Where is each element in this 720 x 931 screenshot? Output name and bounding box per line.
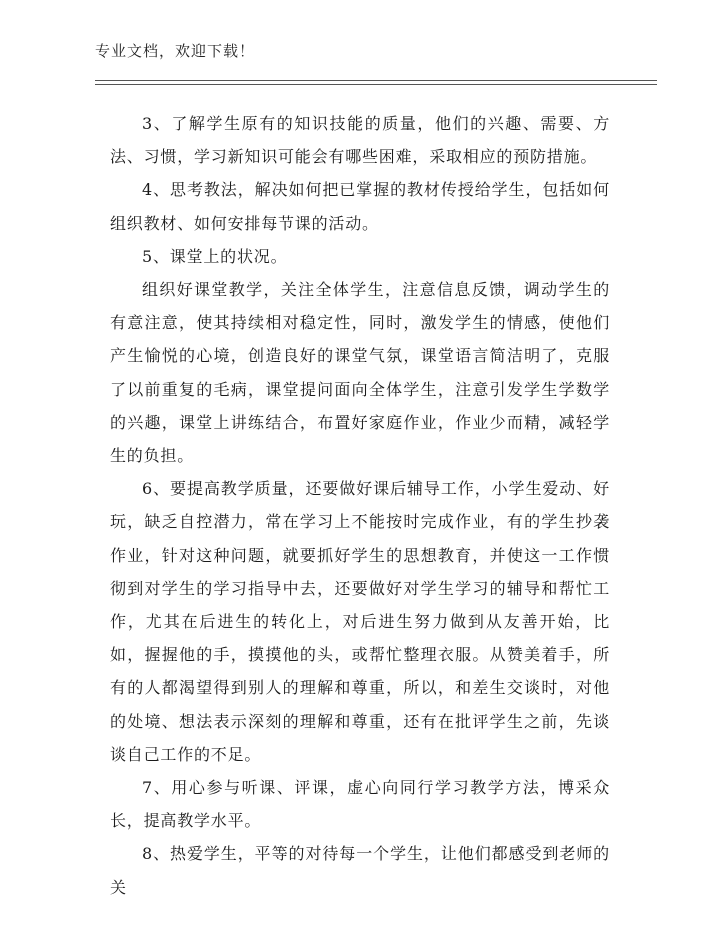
- paragraph-7: 7、用心参与听课、评课，虚心向同行学习教学方法，博采众长，提高教学水平。: [110, 778, 610, 831]
- paragraph-5: 5、课堂上的状况。: [142, 246, 288, 266]
- paragraph-6: 6、要提高教学质量，还要做好课后辅导工作，小学生爱动、好玩，缺乏自控潜力，常在学习上不能按时完成作业，有的学生抄袭作业，针对这种问题，就要抓好学生的思想教育，并使这一工作惯彻到对学生的学习指导中去，还要做好对学生学习的辅导和帮忙工作，尤其在后进生的转化上，对后进生努力做到从友善开始，比如，握握他的手，摸摸他的头，或帮忙整理衣服。从赞美着手，所有的人都渴望得到别人的理解和尊重，所以，和差生交谈时，对他的处境、想法表示深刻的理解和尊重，还有在批评学生之前，先谈谈自己工作的不足。: [110, 479, 610, 764]
- paragraph-3: 3、了解学生原有的知识技能的质量，他们的兴趣、需要、方法、习惯，学习新知识可能会有哪些困难，采取相应的预防措施。: [110, 114, 610, 167]
- header-divider-bottom: [95, 84, 657, 85]
- header-divider-top: [95, 80, 657, 81]
- paragraph-5-detail: 组织好课堂教学，关注全体学生，注意信息反馈，调动学生的有意注意，使其持续相对稳定性，同时，激发学生的情感，使他们产生愉悦的心境，创造良好的课堂气氛，课堂语言简洁明了，克服了以前重复的毛病，课堂提问面向全体学生，注意引发学生学数学的兴趣，课堂上讲练结合，布置好家庭作业，作业少而精，减轻学生的负担。: [110, 280, 610, 466]
- paragraph-8: 8、热爱学生，平等的对待每一个学生，让他们都感受到老师的关: [110, 844, 610, 897]
- paragraph-4: 4、思考教法，解决如何把已掌握的教材传授给学生，包括如何组织教材、如何安排每节课的活动。: [110, 180, 610, 233]
- document-body: [110, 107, 610, 904]
- page-header-text: 专业文档，欢迎下载！: [95, 42, 256, 60]
